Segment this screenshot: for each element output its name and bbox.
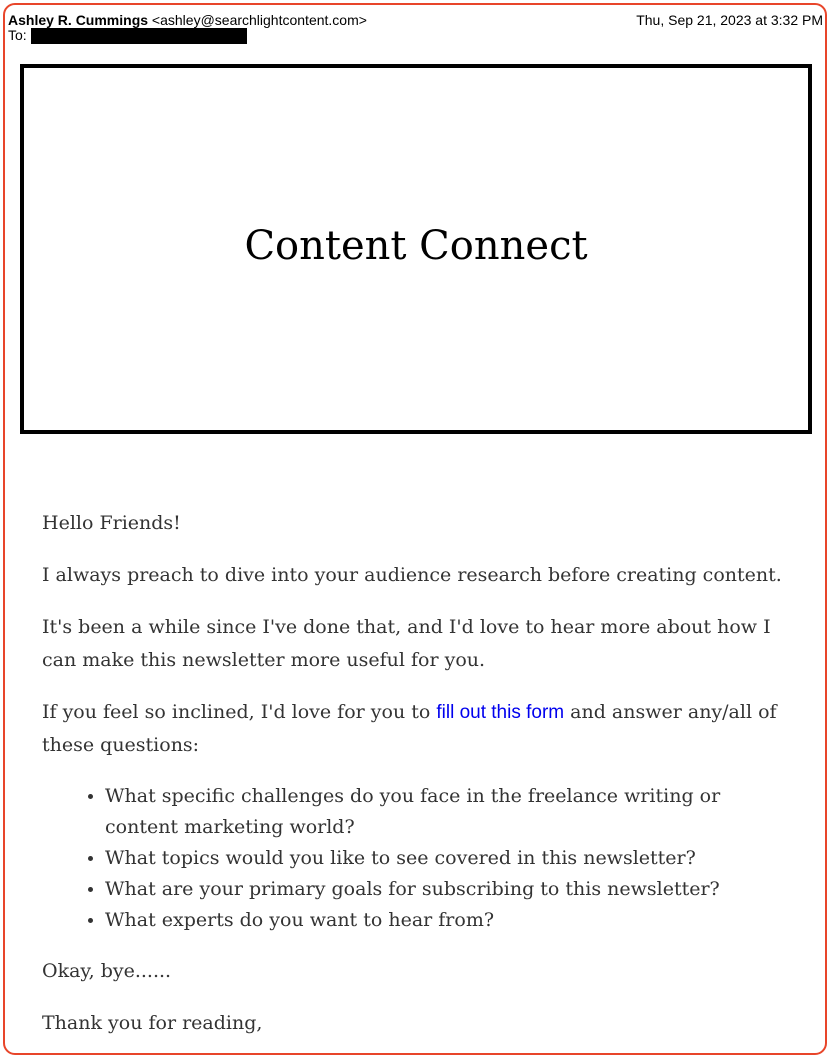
closing: Okay, bye...... [42,960,172,982]
list-item: • What experts do you want to hear from? [105,905,782,936]
email-date: Thu, Sep 21, 2023 at 3:32 PM [636,12,823,28]
form-link[interactable]: fill out this form [436,702,565,723]
email-body [42,507,782,1055]
to-label: To: [8,27,27,43]
paragraph-2: It's been a while since I've done that, and I'd love to hear more about how I can make this newsletter more useful for you. [42,616,771,671]
sender-email: <ashley@searchlightcontent.com> [151,12,367,28]
paragraph-3 [42,696,782,762]
newsletter-banner [20,64,812,434]
signoff: Thank you for reading, [42,1012,263,1034]
list-item: • What are your primary goals for subscribing to this newsletter? [105,874,782,905]
recipient-line [8,27,247,44]
email-frame [3,3,827,1055]
paragraph-3-before: If you feel so inclined, I'd love for you to [42,701,437,723]
sender-name: Ashley R. Cummings [8,12,149,28]
list-item: • What specific challenges do you face in the freelance writing or content marketing world? [105,781,782,843]
paragraph-3-after: and answer any/all of these questions: [42,701,777,756]
banner-title: Content Connect [244,223,588,269]
questions-list [42,781,782,936]
email-header [8,12,823,43]
greeting: Hello Friends! [42,512,181,534]
paragraph-1: I always preach to dive into your audience research before creating content. [42,564,782,586]
redacted-recipient [31,28,247,44]
list-item: • What topics would you like to see covered in this newsletter? [105,843,782,874]
